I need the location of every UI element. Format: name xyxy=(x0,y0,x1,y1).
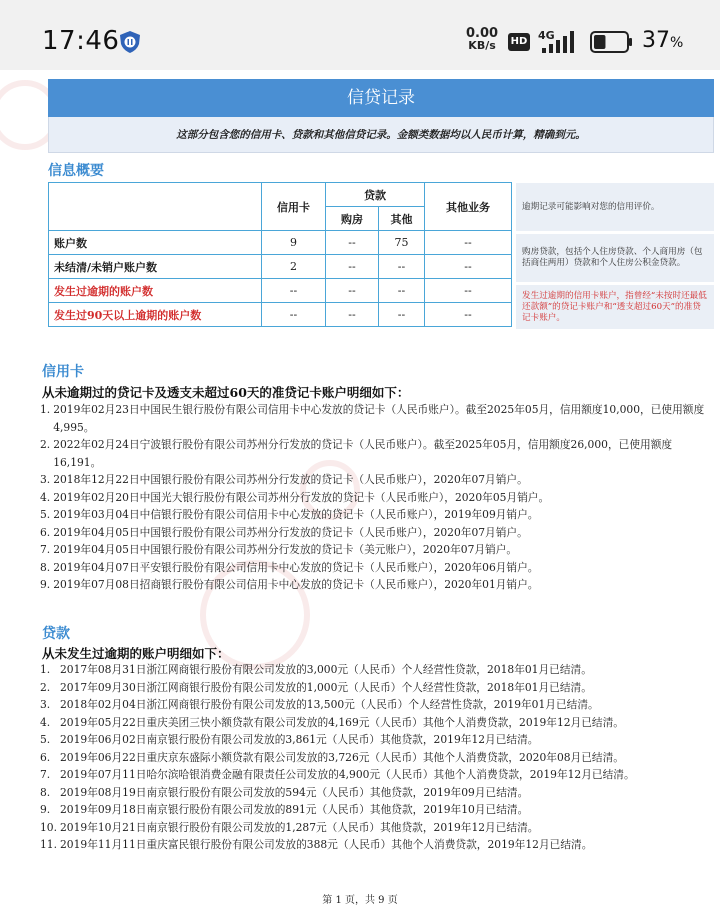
list-item-number: 8. xyxy=(40,785,51,799)
network-speed: 0.00 KB/s xyxy=(466,26,499,52)
battery-percent: 37% xyxy=(642,28,684,53)
list-item-number: 7. xyxy=(40,768,51,781)
list-item-text: 2019年06月22日重庆京东盛际小额贷款有限公司发放的3,726元（人民币）其他个人消费贷款，2020年08月已结清。 xyxy=(60,750,624,764)
list-item xyxy=(40,524,718,542)
signal-label: 4G xyxy=(538,29,555,42)
list-item-text: 2019年11月11日重庆富民银行股份有限公司发放的388元（人民币）其他个人消费贷款，2019年12月已结清。 xyxy=(60,838,593,851)
other-loan-cell: 75 xyxy=(379,231,425,255)
other-loan-header: 其他 xyxy=(379,207,425,231)
hd-icon: HD xyxy=(508,33,530,51)
list-item-text: 2019年02月23日中国民生银行股份有限公司信用卡中心发放的贷记卡（人民币账户）。截至2025年05月，信用额度10,000，已使用额度4,995。 xyxy=(53,403,705,434)
overview-row xyxy=(49,231,512,255)
blank-header-cell xyxy=(49,183,262,231)
report-note: 这部分包含您的信用卡、贷款和其他信贷记录。金额类数据均以人民币计算，精确到元。 xyxy=(48,117,714,153)
list-item xyxy=(40,696,718,714)
list-item-number: 5. xyxy=(40,733,51,746)
list-item xyxy=(40,766,718,784)
list-item-text: 2018年02月04日浙江网商银行股份有限公司发放的13,500元（人民币）个人经营性贷款，2019年01月已结清。 xyxy=(60,698,599,711)
list-item xyxy=(40,489,718,507)
other-business-cell: -- xyxy=(425,279,512,303)
overview-row xyxy=(49,255,512,279)
page-title: 信贷记录 xyxy=(48,79,714,117)
list-item-number: 11. xyxy=(40,838,57,851)
list-item-number: 2. xyxy=(40,438,51,451)
house-loan-cell: -- xyxy=(326,279,379,303)
credit-card-heading: 信用卡 xyxy=(42,364,84,380)
list-item-number: 9. xyxy=(40,578,51,591)
list-item xyxy=(40,731,718,749)
list-item-text: 2018年12月22日中国银行股份有限公司苏州分行发放的贷记卡（人民币账户），2020年07月销户。 xyxy=(53,473,528,486)
list-item-text: 2017年09月30日浙江网商银行股份有限公司发放的1,000元（人民币）个人经营性贷款，2018年01月已结清。 xyxy=(60,680,592,694)
list-item-text: 2019年08月19日南京银行股份有限公司发放的594元（人民币）其他贷款，2019年09月已结清。 xyxy=(60,785,529,799)
list-item-number: 10. xyxy=(40,820,57,834)
list-item xyxy=(40,661,718,679)
list-item-number: 3. xyxy=(40,473,51,486)
list-item xyxy=(40,559,718,577)
credit-card-cell: 2 xyxy=(262,255,326,279)
list-item-text: 2019年04月05日中国银行股份有限公司苏州分行发放的贷记卡（人民币账户），2020年07月销户。 xyxy=(53,525,528,539)
list-item xyxy=(40,506,718,524)
other-business-cell: -- xyxy=(425,255,512,279)
shield-app-icon xyxy=(118,30,142,54)
list-item xyxy=(40,576,718,594)
house-loan-cell: -- xyxy=(326,255,379,279)
list-item xyxy=(40,471,718,489)
battery-icon xyxy=(590,31,634,53)
list-item xyxy=(40,749,718,767)
list-item xyxy=(40,801,718,819)
list-item-text: 2019年05月22日重庆美团三快小额贷款有限公司发放的4,169元（人民币）其他个人消费贷款，2019年12月已结清。 xyxy=(60,715,624,729)
list-item-number: 6. xyxy=(40,525,51,539)
credit-card-cell: -- xyxy=(262,303,326,327)
list-item-number: 4. xyxy=(40,490,51,504)
list-item-text: 2019年03月04日中信银行股份有限公司信用卡中心发放的贷记卡（人民币账户），2019年09月销户。 xyxy=(53,508,539,521)
list-item xyxy=(40,784,718,802)
house-loan-cell: -- xyxy=(326,231,379,255)
list-item-number: 6. xyxy=(40,750,51,764)
list-item-number: 9. xyxy=(40,803,51,816)
overview-note: 逾期记录可能影响对您的信用评价。 xyxy=(516,183,714,231)
credit-card-list xyxy=(40,401,718,594)
list-item-number: 1. xyxy=(40,403,51,416)
overview-table xyxy=(48,182,512,327)
page-footer: 第 1 页，共 9 页 xyxy=(322,895,398,906)
list-item xyxy=(40,436,718,471)
list-item xyxy=(40,541,718,559)
row-label: 发生过90天以上逾期的账户数 xyxy=(49,303,262,327)
clock: 17:46 xyxy=(42,26,120,56)
row-label: 账户数 xyxy=(49,231,262,255)
list-item-number: 4. xyxy=(40,715,51,729)
list-item-text: 2019年10月21日南京银行股份有限公司发放的1,287元（人民币）其他贷款，2019年12月已结清。 xyxy=(60,820,539,834)
overview-row xyxy=(49,279,512,303)
overview-heading: 信息概要 xyxy=(48,163,104,179)
loans-heading: 贷款 xyxy=(42,626,70,642)
list-item-text: 2019年07月11日哈尔滨哈银消费金融有限责任公司发放的4,900元（人民币）其他个人消费贷款，2019年12月已结清。 xyxy=(60,768,635,781)
house-loan-header: 购房 xyxy=(326,207,379,231)
list-item xyxy=(40,714,718,732)
list-item-number: 3. xyxy=(40,698,51,711)
signal-icon xyxy=(538,28,582,54)
overview-note: 购房贷款，包括个人住房贷款、个人商用房（包括商住两用）贷款和个人住房公积金贷款。 xyxy=(516,234,714,282)
list-item xyxy=(40,401,718,436)
list-item-text: 2022年02月24日宁波银行股份有限公司苏州分行发放的贷记卡（人民币账户）。截至2025年05月，信用额度26,000，已使用额度16,191。 xyxy=(53,438,673,469)
other-business-header: 其他业务 xyxy=(425,183,512,231)
list-item xyxy=(40,836,718,854)
list-item-number: 7. xyxy=(40,543,51,556)
list-item-text: 2017年08月31日浙江网商银行股份有限公司发放的3,000元（人民币）个人经营性贷款，2018年01月已结清。 xyxy=(60,663,592,676)
other-business-cell: -- xyxy=(425,231,512,255)
overview-row xyxy=(49,303,512,327)
loans-list xyxy=(40,661,718,854)
row-label: 发生过逾期的账户数 xyxy=(49,279,262,303)
list-item xyxy=(40,679,718,697)
overview-note: 发生过逾期的信用卡账户，指曾经“未按时还最低还款额”的贷记卡账户和“透支超过60天”的准贷记卡账户。 xyxy=(516,285,714,329)
list-item-number: 8. xyxy=(40,560,51,574)
other-loan-cell: -- xyxy=(379,255,425,279)
list-item-text: 2019年07月08日招商银行股份有限公司信用卡中心发放的贷记卡（人民币账户），2020年01月销户。 xyxy=(53,578,539,591)
credit-card-header: 信用卡 xyxy=(262,183,326,231)
list-item-text: 2019年06月02日南京银行股份有限公司发放的3,861元（人民币）其他贷款，2019年12月已结清。 xyxy=(60,733,539,746)
list-item-number: 2. xyxy=(40,680,51,694)
loans-subheading: 从未发生过逾期的账户明细如下： xyxy=(42,646,230,661)
other-loan-cell: -- xyxy=(379,303,425,327)
credit-card-subheading: 从未逾期过的贷记卡及透支未超过60天的准贷记卡账户明细如下： xyxy=(42,385,410,400)
list-item-text: 2019年02月20日中国光大银行股份有限公司苏州分行发放的贷记卡（人民币账户），2020年05月销户。 xyxy=(53,490,550,504)
list-item-number: 5. xyxy=(40,508,51,521)
row-label: 未结清/未销户账户数 xyxy=(49,255,262,279)
list-item xyxy=(40,819,718,837)
house-loan-cell: -- xyxy=(326,303,379,327)
other-business-cell: -- xyxy=(425,303,512,327)
credit-card-cell: 9 xyxy=(262,231,326,255)
status-bar xyxy=(0,0,720,70)
other-loan-cell: -- xyxy=(379,279,425,303)
loan-header: 贷款 xyxy=(326,183,425,207)
list-item-text: 2019年09月18日南京银行股份有限公司发放的891元（人民币）其他贷款，2019年10月已结清。 xyxy=(60,803,529,816)
list-item-number: 1. xyxy=(40,663,51,676)
credit-card-cell: -- xyxy=(262,279,326,303)
list-item-text: 2019年04月07日平安银行股份有限公司信用卡中心发放的贷记卡（人民币账户），2020年06月销户。 xyxy=(53,560,539,574)
list-item-text: 2019年04月05日中国银行股份有限公司苏州分行发放的贷记卡（美元账户），2020年07月销户。 xyxy=(53,543,518,556)
